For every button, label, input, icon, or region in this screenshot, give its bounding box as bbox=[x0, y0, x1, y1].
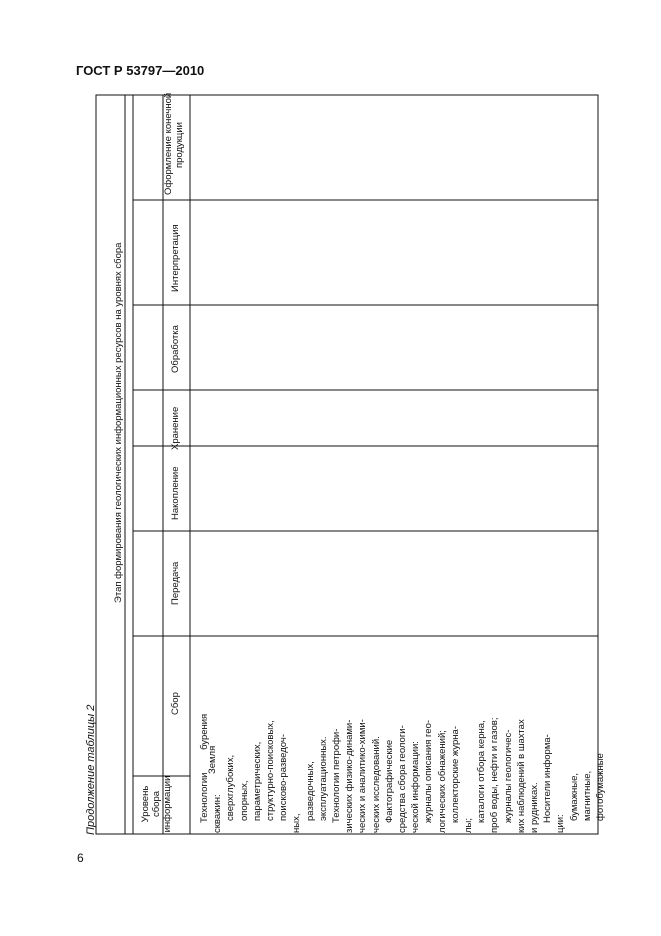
span-header: Этап формирования геологических информационных ресурсов на уровнях сбора bbox=[113, 242, 124, 603]
collection-line: Технологии бурения bbox=[199, 713, 210, 823]
collection-line: журналы описания гео- bbox=[423, 719, 435, 823]
collection-line: ных, bbox=[291, 813, 303, 833]
level-header-line: информации bbox=[161, 775, 173, 833]
collection-line: Технологии петрофи- bbox=[331, 728, 343, 823]
collection-line: каталоги отбора керна, bbox=[476, 720, 488, 823]
col-header-final-line: продукции bbox=[173, 122, 185, 169]
collection-line: сверхглубоких, bbox=[225, 754, 237, 821]
collection-line: зических физико-динами- bbox=[344, 719, 356, 833]
collection-line: Носители информа- bbox=[542, 734, 554, 823]
collection-line: опорных, bbox=[238, 780, 250, 821]
collection-line: журналы геологичес- bbox=[502, 729, 514, 823]
col-header-interpretation: Интерпретация bbox=[170, 224, 181, 292]
col-header-transfer: Передача bbox=[170, 561, 181, 605]
collection-line: коллекторские журна- bbox=[449, 726, 461, 823]
col-header-accumulation: Накопление bbox=[170, 466, 181, 520]
col-header-collection: Сбор bbox=[170, 692, 181, 715]
collection-line: параметрических, bbox=[251, 741, 263, 821]
row-level-value: Земля bbox=[207, 745, 218, 774]
collection-line: и рудниках. bbox=[529, 782, 541, 833]
collection-line: Фактографические bbox=[383, 739, 395, 823]
level-header-line: сбора bbox=[150, 790, 162, 818]
page-number: 6 bbox=[77, 851, 84, 865]
collection-line: ких наблюдений в шахтах bbox=[515, 719, 527, 833]
collection-line: проб воды, нефти и газов; bbox=[489, 717, 501, 833]
level-header bbox=[141, 775, 174, 833]
collection-line: средства сбора геологи- bbox=[397, 725, 409, 833]
level-header-line: Уровень bbox=[140, 785, 151, 823]
collection-line: ции: bbox=[555, 814, 567, 833]
collection-line: логических обнажений; bbox=[436, 730, 448, 833]
collection-cell bbox=[198, 605, 607, 833]
collection-line: поисково-разведоч- bbox=[278, 734, 290, 821]
col-header-final-line: Оформление конечной bbox=[163, 92, 174, 195]
collection-line: структурно-поисковых, bbox=[265, 720, 277, 821]
collection-line: эксплуатационных. bbox=[317, 736, 329, 821]
table-caption: Продолжение таблицы 2 bbox=[85, 704, 97, 835]
document-header: ГОСТ Р 53797—2010 bbox=[76, 63, 205, 78]
collection-line: фотобумажные bbox=[595, 753, 607, 821]
col-header-final-product bbox=[163, 92, 186, 195]
collection-line: бумажные, bbox=[568, 772, 580, 821]
collection-line: ческой информации: bbox=[410, 741, 422, 833]
collection-line: скважин: bbox=[212, 794, 224, 833]
collection-line: магнитные, bbox=[581, 770, 593, 821]
col-header-processing: Обработка bbox=[170, 325, 181, 373]
col-header-storage: Хранение bbox=[170, 406, 181, 450]
collection-line: лы; bbox=[463, 817, 475, 833]
collection-line: ческих и аналитико-хими- bbox=[357, 719, 369, 833]
collection-line: ческих исследований. bbox=[370, 736, 382, 833]
collection-line: разведочных, bbox=[304, 761, 316, 821]
